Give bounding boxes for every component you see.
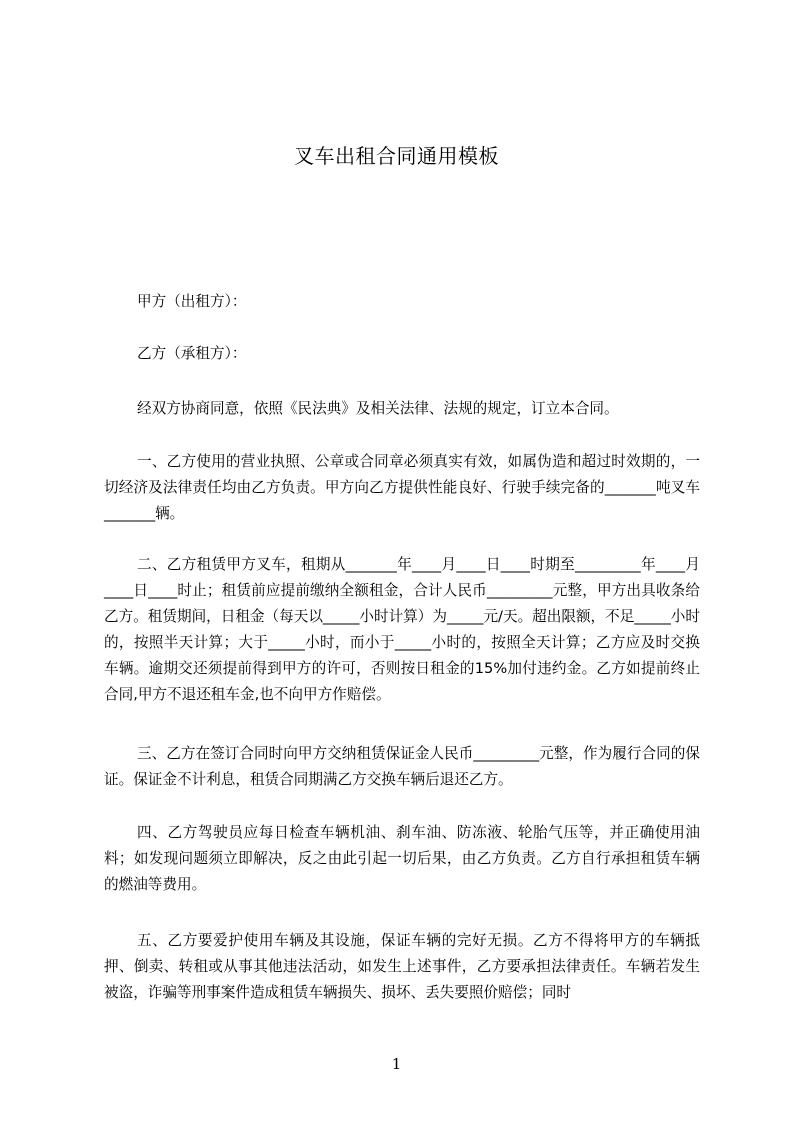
clause-2-paragraph: 二、乙方租赁甲方叉车，租期从_______年____月____日____时期至_________年____月____日____时止；租赁前应提前缴纳全额租金，合计人民币_________元整，甲方出具收条给乙方。租赁期间，日租金（每天以_____小时计算）为_____元/天。超出限额，不足_____小时的，按照半天计算；大于_____小时，而小于_____小时的，按照全天计算；乙方应及时交换车辆。逾期交还须提前得到甲方的许可，否则按日租金的15%加付违约金。乙方如提前终止合同,甲方不退还租车金,也不向甲方作赔偿。 <box>104 556 700 703</box>
party-b-line: 乙方（承租方）： <box>137 345 247 362</box>
party-a-line: 甲方（出租方）： <box>137 293 247 310</box>
clause-3-paragraph: 三、乙方在签订合同时向甲方交纳租赁保证金人民币_________元整，作为履行合同的保证。保证金不计利息，租赁合同期满乙方交换车辆后退还乙方。 <box>104 745 700 788</box>
clause-4-paragraph: 四、乙方驾驶员应每日检查车辆机油、刹车油、防冻液、轮胎气压等，并正确使用油料；如发现问题须立即解决，反之由此引起一切后果，由乙方负责。乙方自行承担租赁车辆的燃油等费用。 <box>104 824 700 893</box>
clause-5-paragraph: 五、乙方要爱护使用车辆及其设施，保证车辆的完好无损。乙方不得将甲方的车辆抵押、倒卖、转租或从事其他违法活动，如发生上述事件，乙方要承担法律责任。车辆若发生被盗，诈骗等刑事案件造成租赁车辆损失、损坏、丢失要照价赔偿；同时 <box>104 932 700 1001</box>
document-title: 叉车出租合同通用模板 <box>294 144 499 168</box>
page-number: 1 <box>391 1055 402 1073</box>
clause-1-paragraph: 一、乙方使用的营业执照、公章或合同章必须真实有效，如属伪造和超过时效期的，一切经济及法律责任均由乙方负责。甲方向乙方提供性能良好、行驶手续完备的_______吨叉车_______辆。 <box>104 453 700 522</box>
preamble-paragraph: 经双方协商同意，依照《民法典》及相关法律、法规的规定，订立本合同。 <box>137 400 619 417</box>
